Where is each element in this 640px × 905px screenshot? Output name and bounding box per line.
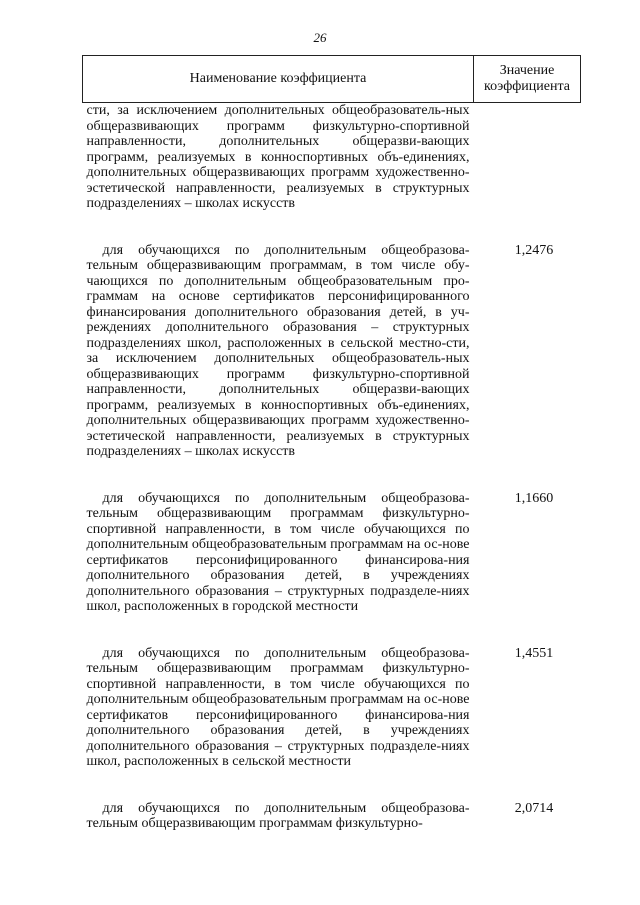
column-header-name: Наименование коэффициента (83, 56, 474, 103)
row-description: сти, за исключением дополнительных общеобразователь-ных общеразвивающих программ физкультурно-спортивной направленности, дополнительных общеразви-вающих программ, реализуемых в конноспортивных объ-единениях, дополнительных общеразвивающих программ художественно-эстетической направленности, реализуемых в структурных подразделениях – школах искусств (86, 103, 470, 211)
row-value: 1,4551 (514, 645, 554, 661)
row-value: 2,0714 (514, 800, 554, 816)
table-row (83, 646, 581, 770)
page-number: 26 (313, 30, 327, 45)
row-description: для обучающихся по дополнительным общеобразова-тельным общеразвивающим программам физкультурно-спортивной направленности, в том числе обучающихся по дополнительным общеобразовательным программам на ос-нове сертификатов персонифицированного финансирова-ния дополнительного образования детей, в учреждениях дополнительного образования – структурных подразделе-ниях школ, расположенных в сельской местности (86, 645, 470, 769)
row-value: 1,2476 (514, 242, 554, 258)
table-row (83, 801, 581, 832)
row-description: для обучающихся по дополнительным общеобразова-тельным общеразвивающим программам, в том числе обу-чающихся по дополнительным общеобразовательным про-граммам на основе сертификатов персонифицированного финансирования дополнительного образования детей, в уч-реждениях дополнительного образования – структурных подразделениях школ, расположенных в сельской местно-сти, за исключением дополнительных общеобразователь-ных общеразвивающих программ физкультурно-спортивной направленности, дополнительных общеразви-вающих программ, реализуемых в конноспортивных объ-единениях, дополнительных общеразвивающих программ художественно-эстетической направленности, реализуемых в структурных подразделениях – школах искусств (86, 242, 470, 459)
table-row (83, 103, 581, 212)
table-row (83, 243, 581, 460)
row-description: для обучающихся по дополнительным общеобразова-тельным общеразвивающим программам физкультурно-спортивной направленности, в том числе обучающихся по дополнительным общеобразовательным программам на ос-нове сертификатов персонифицированного финансирова-ния дополнительного образования детей, в учреждениях дополнительного образования – структурных подразделе-ниях школ, расположенных в городской местности (86, 490, 470, 614)
table-header-row (83, 56, 581, 103)
row-value: 1,1660 (514, 490, 554, 506)
table-row (83, 491, 581, 615)
row-description: для обучающихся по дополнительным общеобразова-тельным общеразвивающим программам физкультурно- (86, 800, 470, 831)
coefficient-table (82, 55, 581, 832)
column-header-value: Значение коэффициента (474, 56, 581, 103)
